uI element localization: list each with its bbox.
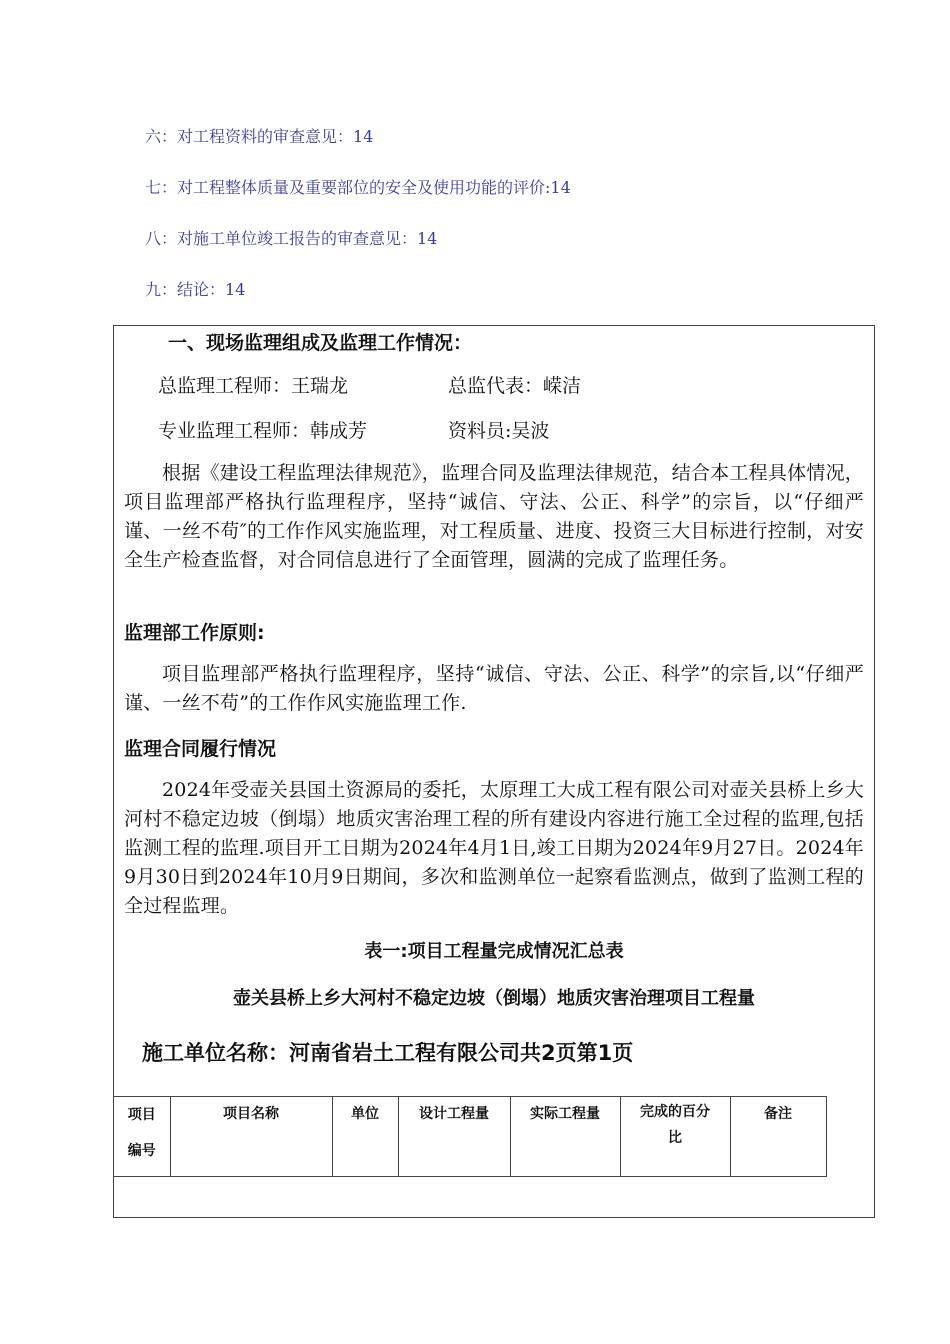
toc-link[interactable]: 七：对工程整体质量及重要部位的安全及使用功能的评价:14 (145, 178, 571, 197)
table-empty-row (114, 1177, 826, 1213)
toc-link[interactable]: 八：对施工单位竣工报告的审查意见：14 (145, 229, 438, 248)
header-code-line2: 编号 (127, 1143, 156, 1159)
header-unit: 单位 (332, 1097, 398, 1177)
table-row (114, 1177, 826, 1213)
table-of-contents (145, 122, 845, 326)
header-pct-line2: 比 (668, 1130, 682, 1146)
principles-paragraph: 项目监理部严格执行监理程序，坚持“诚信、守法、公正、科学”的宗旨,以“仔细严谨、一丝不苟”的工作作风实施监理工作. (124, 663, 864, 714)
contract-paragraph: 2024年受壶关县国土资源局的委托，太原理工大成工程有限公司对壶关县桥上乡大河村不稳定边坡（倒塌）地质灾害治理工程的所有建设内容进行施工全过程的监理,包括监测工程的监理.项目开工日期为2024年4月1日,竣工日期为2024年9月27日。2024年9月30日到2024年10月9日期间，多次和监测单位一起察看监测点，做到了监测工程的全过程监理。 (124, 779, 864, 917)
header-pct-line1: 完成的百分 (640, 1104, 710, 1120)
table-header-row (114, 1097, 826, 1177)
header-code (114, 1097, 170, 1177)
header-actual-qty: 实际工程量 (510, 1097, 620, 1177)
table-subtitle: 壶关县桥上乡大河村不稳定边坡（倒塌）地质灾害治理项目工程量 (233, 988, 755, 1009)
section-heading: 一、现场监理组成及监理工作情况： (168, 332, 473, 354)
construction-unit-line: 施工单位名称：河南省岩土工程有限公司共2页第1页 (142, 1041, 634, 1065)
specialist-engineer: 专业监理工程师：韩成芳 (158, 420, 368, 442)
toc-link[interactable]: 六：对工程资料的审查意见：14 (145, 127, 374, 146)
quantity-table (114, 1096, 827, 1212)
content-frame (113, 325, 875, 1218)
table-caption: 表一:项目工程量完成情况汇总表 (364, 941, 624, 962)
chief-engineer: 总监理工程师：王瑞龙 (158, 375, 349, 397)
archivist: 资料员:吴波 (448, 420, 550, 442)
chief-representative: 总监代表：嵘洁 (448, 375, 582, 397)
header-design-qty: 设计工程量 (398, 1097, 510, 1177)
toc-link[interactable]: 九：结论：14 (145, 280, 246, 299)
header-code-line1: 项目 (127, 1107, 156, 1123)
header-remark: 备注 (730, 1097, 826, 1177)
intro-paragraph: 根据《建设工程监理法律规范》，监理合同及监理法律规范，结合本工程具体情况，项目监理部严格执行监理程序，坚持“诚信、守法、公正、科学”的宗旨，以“仔细严谨、一丝不苟″的工作作风实施监理，对工程质量、进度、投资三大目标进行控制，对安全生产检查监督，对合同信息进行了全面管理，圆满的完成了监理任务。 (124, 462, 864, 571)
principles-heading: 监理部工作原则: (124, 622, 265, 644)
header-completion-pct (620, 1097, 730, 1177)
contract-heading: 监理合同履行情况 (124, 738, 277, 760)
header-name: 项目名称 (170, 1097, 332, 1177)
